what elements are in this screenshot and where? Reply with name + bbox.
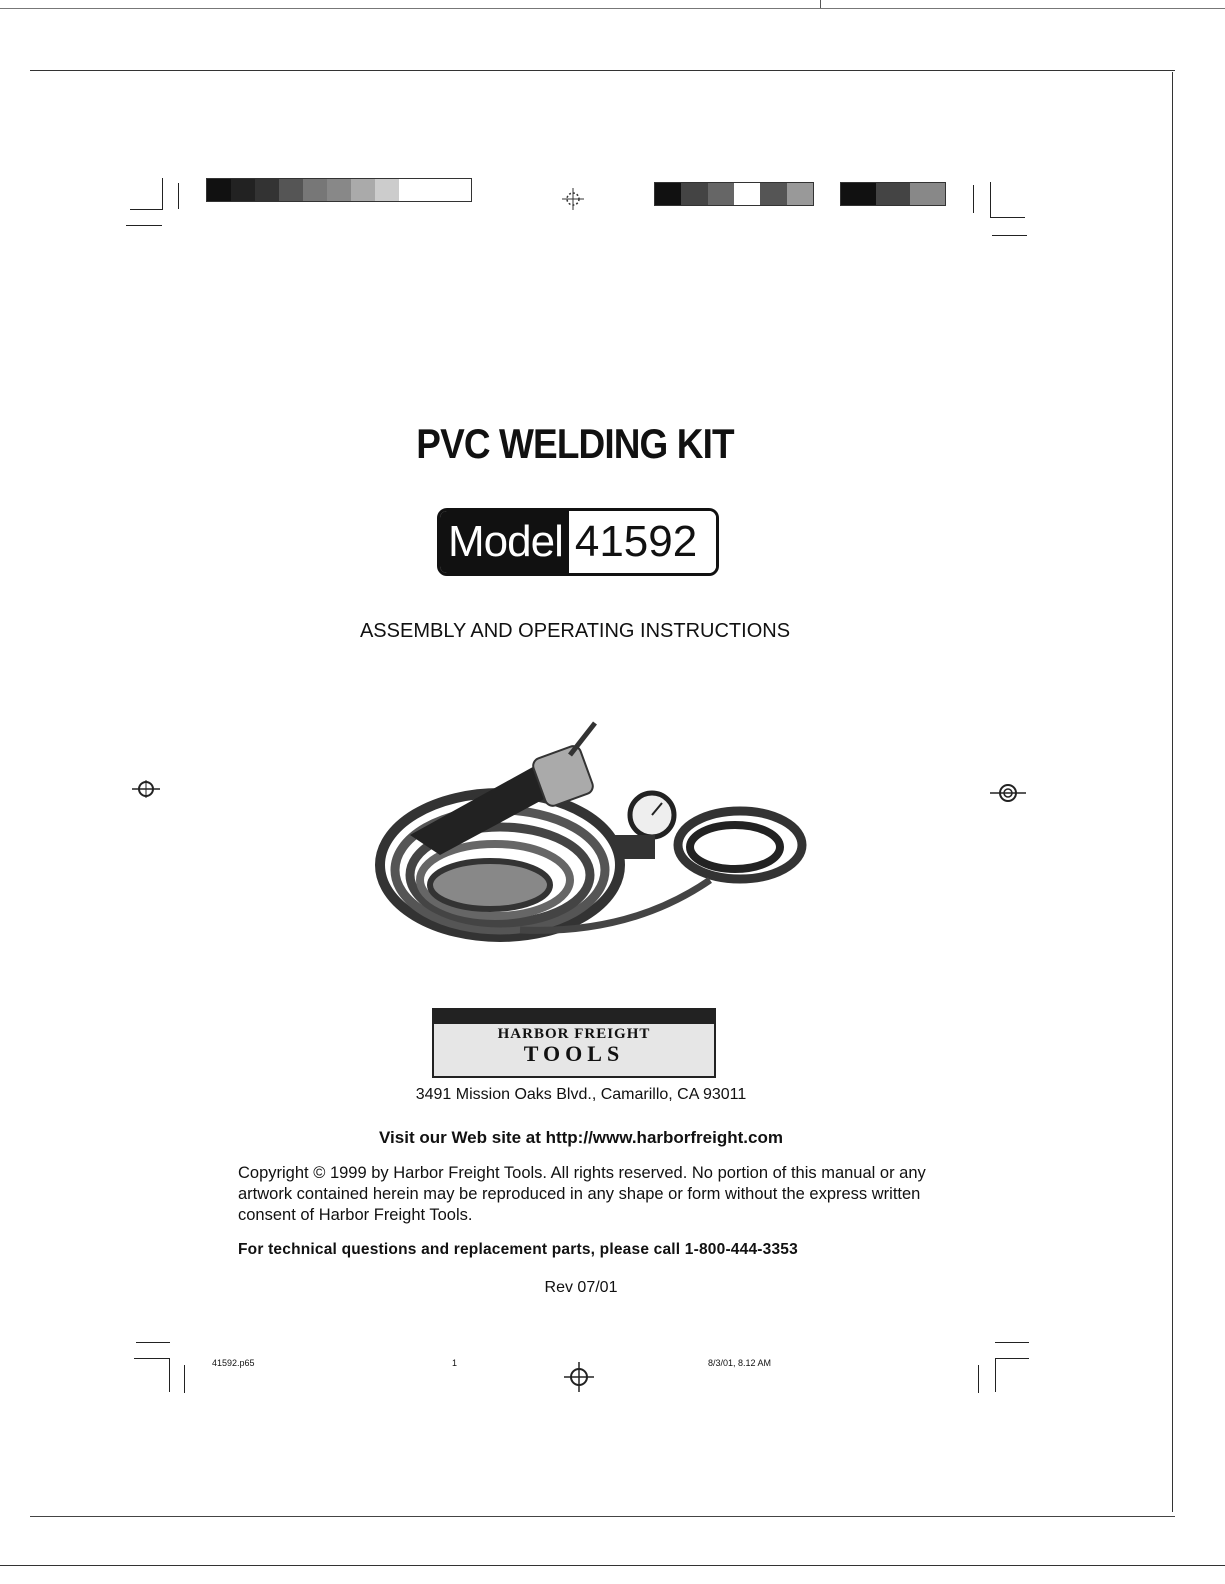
color-bar [654, 182, 814, 206]
logo-band [434, 1010, 714, 1024]
company-address: 3491 Mission Oaks Blvd., Camarillo, CA 93011 [415, 1086, 747, 1103]
logo-line-2: TOOLS [523, 1041, 625, 1066]
print-timestamp: 8/3/01, 8.12 AM [708, 1358, 772, 1368]
color-bar [840, 182, 946, 206]
scan-edge-bottom [0, 1565, 1225, 1566]
registration-mark-icon [562, 188, 584, 210]
registration-mark-icon [132, 778, 160, 800]
document-subtitle: ASSEMBLY AND OPERATING INSTRUCTIONS [359, 620, 791, 642]
color-bar [206, 178, 472, 202]
scan-edge-top [0, 8, 1225, 9]
registration-mark-icon [990, 782, 1026, 804]
page-frame-bottom [30, 1516, 1175, 1517]
file-name: 41592.p65 [212, 1358, 255, 1368]
model-badge [437, 508, 719, 576]
page-title: PVC WELDING KIT [416, 420, 734, 467]
model-label: Model [440, 511, 569, 573]
registration-mark-icon [564, 1362, 594, 1392]
technical-support-line: For technical questions and replacement parts, please call 1-800-444-3353 [238, 1241, 798, 1258]
website-line: Visit our Web site at http://www.harborfreight.com [379, 1128, 783, 1147]
revision-label: Rev 07/01 [544, 1279, 618, 1296]
logo-line-1: HARBOR FREIGHT [497, 1026, 651, 1042]
page-number: 1 [452, 1358, 458, 1368]
product-photo [370, 715, 810, 975]
harbor-freight-logo [432, 1008, 716, 1078]
page-frame-right [1172, 72, 1173, 1512]
model-number: 41592 [569, 511, 716, 573]
scan-edge-notch [820, 0, 821, 8]
page-frame-top [30, 70, 1175, 71]
copyright-notice: Copyright © 1999 by Harbor Freight Tools. All rights reserved. No portion of this manual or any artwork contained herein may be reproduced in any shape or form without the express written consent of Harbor Freight Tools. [238, 1164, 926, 1224]
